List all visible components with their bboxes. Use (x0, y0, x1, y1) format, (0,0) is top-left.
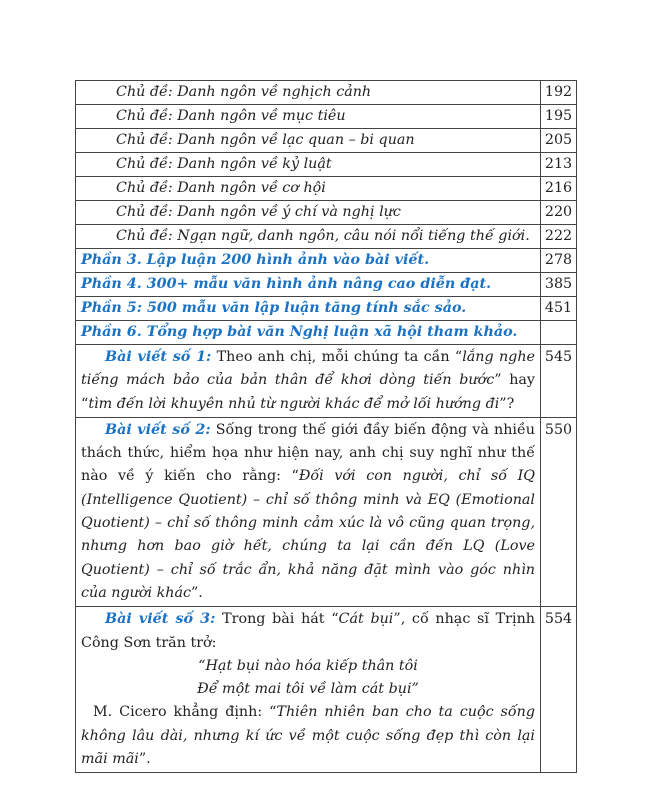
page-number: 554 (541, 607, 577, 773)
part-title[interactable]: Phần 5: 500 mẫu văn lập luận tăng tính sắc sảo. (76, 297, 541, 321)
essay-text: Theo anh chị, mỗi chúng ta cần “ (211, 349, 463, 365)
essay-row (76, 417, 577, 606)
part-row (76, 297, 577, 321)
page-number: 451 (541, 297, 577, 321)
topic-row (76, 225, 577, 249)
part-title[interactable]: Phần 3. Lập luận 200 hình ảnh vào bài viết. (76, 249, 541, 273)
essay-text: Sống trong thế giới đầy biến động và nhiều thách thức, hiểm họa như hiện nay, anh chị suy nghĩ như thế nào về ý kiến cho rằng: “ (81, 421, 535, 485)
essay-description[interactable] (76, 417, 541, 606)
topic-title[interactable]: Chủ đề: Danh ngôn về nghịch cảnh (76, 81, 541, 105)
quote-paragraph (81, 701, 535, 771)
page-number: 278 (541, 249, 577, 273)
quote-end: ”. (138, 751, 151, 768)
topic-row (76, 105, 577, 129)
page-number: 216 (541, 177, 577, 201)
essay-paragraph (81, 608, 535, 655)
essay-row (76, 345, 577, 418)
essay-quote-text: tìm đến lời khuyên nhủ từ người khác để mở lối hướng đi (88, 395, 500, 412)
page-number: 550 (541, 417, 577, 606)
essay-text: ”? (499, 395, 515, 412)
part-title[interactable]: Phần 6. Tổng hợp bài văn Nghị luận xã hội tham khảo. (76, 321, 541, 345)
part-row (76, 249, 577, 273)
essay-label: Bài viết số 3: (105, 611, 216, 628)
page-number: 220 (541, 201, 577, 225)
essay-description[interactable] (76, 345, 541, 418)
essay-text: ”. (190, 584, 203, 601)
page-number: 545 (541, 345, 577, 418)
essay-description[interactable] (76, 607, 541, 773)
topic-title[interactable]: Chủ đề: Danh ngôn về cơ hội (76, 177, 541, 201)
part-title[interactable]: Phần 4. 300+ mẫu văn hình ảnh nâng cao diễn đạt. (76, 273, 541, 297)
topic-row (76, 153, 577, 177)
topic-title[interactable]: Chủ đề: Danh ngôn về lạc quan – bi quan (76, 129, 541, 153)
topic-row (76, 201, 577, 225)
page-number: 213 (541, 153, 577, 177)
verse-line: Để một mai tôi về làm cát bụi” (197, 681, 419, 698)
essay-text: ” hay “ (81, 372, 535, 412)
page-number: 385 (541, 273, 577, 297)
essay-quote-text: Cát bụi (338, 611, 394, 628)
page-number: 192 (541, 81, 577, 105)
essay-paragraph (81, 346, 535, 416)
topic-title[interactable]: Chủ đề: Danh ngôn về mục tiêu (76, 105, 541, 129)
essay-row (76, 607, 577, 773)
essay-quote-text: Đối với con người, chỉ số IQ (Intelligence Quotient) – chỉ số thông minh và EQ (Emotional Quotient) – chỉ số thông minh cảm xúc là vô cũng quan trọng, nhưng hơn bao giờ hết, chúng ta lại cần đến LQ (Love Quotient) – chỉ số trắc ẩn, khả năng đặt mình vào góc nhìn của người khác (81, 468, 535, 601)
essay-label: Bài viết số 1: (105, 349, 212, 365)
page-number (541, 321, 577, 345)
essay-text: ”, cố nhạc sĩ Trịnh Công Sơn trăn trở: (81, 611, 535, 651)
page-number: 205 (541, 129, 577, 153)
part-row (76, 321, 577, 345)
page-number: 222 (541, 225, 577, 249)
essay-quote-text: lắng nghe tiếng mách bảo của bản thân để khơi dòng tiến bước (81, 349, 535, 389)
topic-row (76, 81, 577, 105)
essay-paragraph (81, 419, 535, 605)
essay-label: Bài viết số 2: (105, 421, 211, 438)
topic-title[interactable]: Chủ đề: Danh ngôn về kỷ luật (76, 153, 541, 177)
topic-row (76, 129, 577, 153)
essay-text: Trong bài hát “ (215, 611, 339, 628)
page-number: 195 (541, 105, 577, 129)
part-row (76, 273, 577, 297)
topic-row (76, 177, 577, 201)
topic-title[interactable]: Chủ đề: Ngạn ngữ, danh ngôn, câu nói nổi tiếng thế giới. (76, 225, 541, 249)
quote-intro: M. Cicero khẳng định: “ (93, 704, 277, 721)
topic-title[interactable]: Chủ đề: Danh ngôn về ý chí và nghị lực (76, 201, 541, 225)
quote-text: Thiên nhiên ban cho ta cuộc sống không lâu dài, nhưng kí ức về một cuộc sống đẹp thì còn lại mãi mãi (81, 704, 535, 768)
table-of-contents (75, 80, 577, 773)
verse-line: “Hạt bụi nào hóa kiếp thân tôi (198, 657, 418, 674)
